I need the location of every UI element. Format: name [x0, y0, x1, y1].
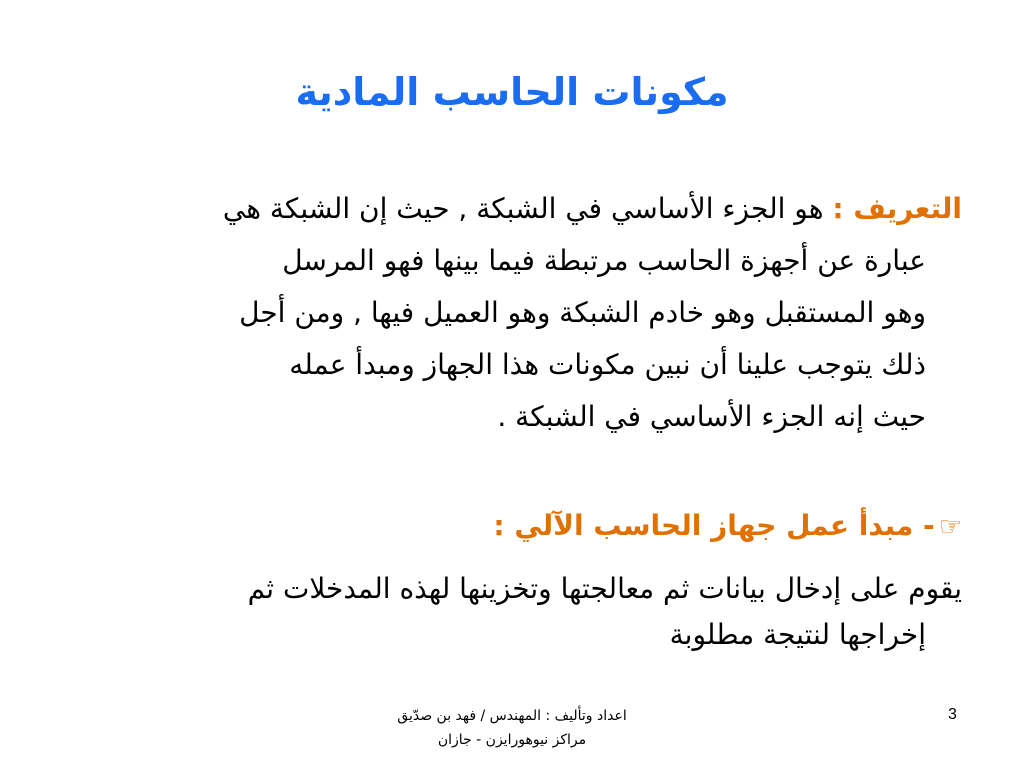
definition-block — [62, 183, 962, 443]
principle-line-1: يقوم على إدخال بيانات ثم معالجتها وتخزينها لهذه المدخلات ثم — [247, 572, 962, 605]
footer-credit-line-2: مراكز نيوهورايزن - جازان — [437, 732, 587, 748]
definition-line-2: عبارة عن أجهزة الحاسب مرتبطة فيما بينها فهو المرسل — [282, 244, 926, 277]
principle-body — [42, 566, 962, 658]
definition-line-3: وهو المستقبل وهو خادم الشبكة وهو العميل فيها , ومن أجل — [239, 296, 926, 329]
footer-credit-line-1: اعداد وتأليف : المهندس / فهد بن صدّيق — [397, 708, 627, 724]
definition-text-1: هو الجزء الأساسي في الشبكة , حيث إن الشبكة هي — [222, 192, 833, 225]
page-number: 3 — [948, 706, 957, 723]
principle-heading — [62, 500, 962, 553]
footer-credit — [300, 704, 724, 752]
principle-heading-text: - مبدأ عمل جهاز الحاسب الآلي : — [493, 509, 935, 542]
slide-title: مكونات الحاسب المادية — [295, 70, 729, 114]
definition-label: التعريف : — [832, 192, 962, 225]
definition-line-4: ذلك يتوجب علينا أن نبين مكونات هذا الجهاز ومبدأ عمله — [289, 348, 926, 381]
definition-line-1 — [62, 183, 962, 235]
definition-line-5: حيث إنه الجزء الأساسي في الشبكة . — [497, 400, 926, 433]
principle-line-2: إخراجها لنتيجة مطلوبة — [669, 618, 926, 651]
pointing-hand-icon: ☞ — [938, 512, 962, 542]
